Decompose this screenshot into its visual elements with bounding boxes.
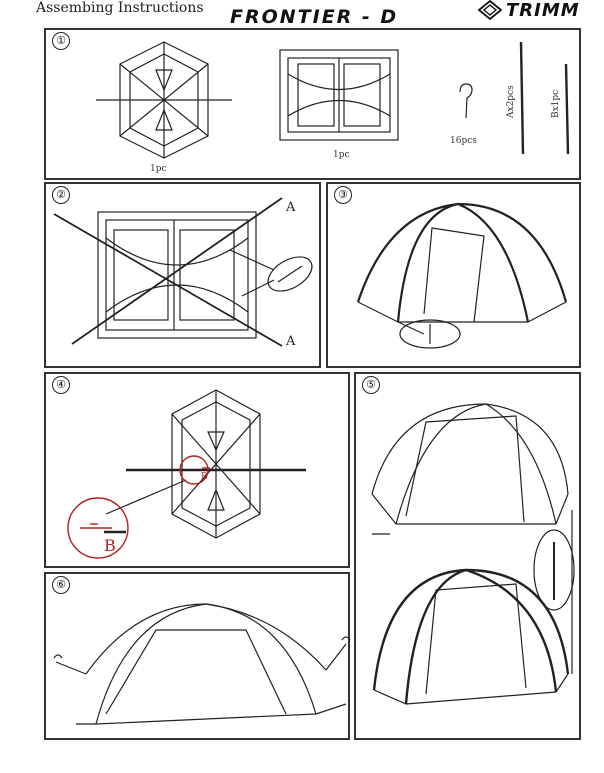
- model-name: FRONTIER - D: [230, 6, 399, 28]
- step-1-number: ①: [52, 32, 70, 50]
- step-2-number: ②: [52, 186, 70, 204]
- step-4-illustration: [46, 374, 352, 570]
- step-3-number: ③: [334, 186, 352, 204]
- fly-count-label: 1pc: [333, 150, 350, 160]
- brand-name: TRIMM: [506, 0, 580, 21]
- pole-b-marker-detail: B: [104, 536, 116, 555]
- brand-mark-icon: [478, 0, 502, 20]
- pole-b-marker-small: B: [201, 472, 208, 482]
- pegs-count-label: 16pcs: [450, 136, 477, 146]
- step-3-panel: [326, 182, 581, 368]
- step-3-illustration: [328, 184, 583, 370]
- step-6-panel: [44, 572, 350, 740]
- step-2-illustration: [46, 184, 323, 370]
- step-2-panel: [44, 182, 321, 368]
- step-5-number: ⑤: [362, 376, 380, 394]
- brand-logo: [478, 0, 580, 20]
- instructions-title: Assembing Instructions: [36, 0, 204, 16]
- step-5-illustration: [356, 374, 583, 742]
- step-6-illustration: [46, 574, 352, 742]
- pole-a-top-label: A: [286, 200, 296, 215]
- page-header: [0, 0, 604, 30]
- pole-a-bottom-label: A: [286, 334, 296, 349]
- tent-count-label: 1pc: [150, 164, 167, 174]
- step-1-illustration: [46, 30, 583, 182]
- step-5-panel: [354, 372, 581, 740]
- step-4-panel: [44, 372, 350, 568]
- step-4-number: ④: [52, 376, 70, 394]
- step-6-number: ⑥: [52, 576, 70, 594]
- pole-a-label: Ax2pcs: [506, 85, 516, 118]
- step-1-panel: [44, 28, 581, 180]
- pole-b-label: Bx1pc: [551, 89, 561, 118]
